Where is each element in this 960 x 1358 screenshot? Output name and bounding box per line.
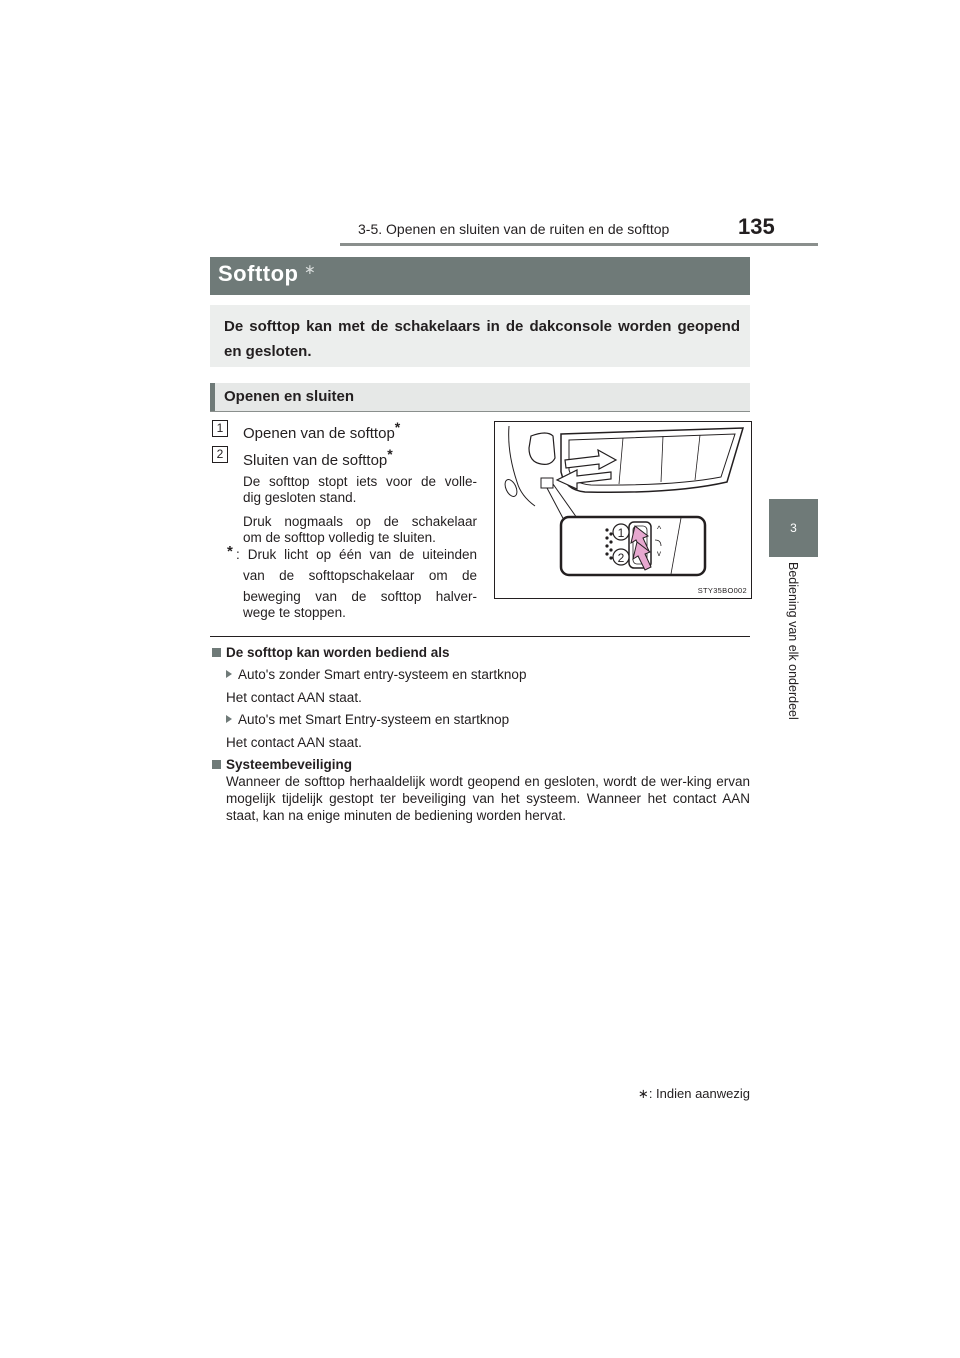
asterisk-note-line-1: : Druk licht op één van de uiteinden — [236, 547, 477, 562]
note-heading-protection — [212, 757, 352, 772]
step-number-1: 1 — [212, 420, 228, 437]
chapter-tab — [769, 499, 818, 557]
note-heading-operation — [212, 645, 450, 660]
note-item-2 — [226, 712, 509, 727]
title-bar — [210, 257, 750, 295]
step-2-mark: * — [387, 446, 393, 462]
section-accent — [210, 383, 215, 411]
note-protection-text: Wanneer de softtop herhaaldelijk wordt geopend en gesloten, wordt de wer-king ervan mogelijk tijdelijk gestopt ter beveiliging van het systeem. Wanneer het contact AAN staat, kan na enige minuten de bediening worden hervat. — [226, 774, 750, 823]
footnote-mark: ∗ — [637, 1086, 649, 1101]
illustration-drawing — [495, 422, 751, 598]
switch-down-glyph: v — [657, 549, 661, 558]
section-divider — [210, 636, 750, 637]
note-square-icon — [212, 760, 221, 769]
note-item-1-text: Auto's zonder Smart entry-systeem en startknop — [238, 667, 527, 682]
intro-text: De softtop kan met de schakelaars in de dakconsole worden geopend en gesloten. — [224, 318, 740, 360]
asterisk-note-line-4: wege te stoppen. — [243, 605, 346, 620]
note-item-1-detail: Het contact AAN staat. — [226, 690, 362, 705]
step-1-mark: * — [394, 419, 401, 435]
triangle-bullet-icon — [226, 670, 232, 678]
softtop-switch-illustration — [494, 421, 752, 599]
zoom-line-2 — [547, 488, 565, 522]
note-item-2-text: Auto's met Smart Entry-systeem en startknop — [238, 712, 510, 727]
note-heading-operation-text: De softtop kan worden bediend als — [226, 645, 450, 660]
note-item-1 — [226, 667, 526, 682]
footnote — [630, 1086, 750, 1102]
step-number-2: 2 — [212, 446, 228, 463]
header-section-title: 3-5. Openen en sluiten van de ruiten en de softtop — [358, 221, 670, 237]
intro-box — [210, 305, 750, 367]
callout-1-label: 1 — [617, 526, 625, 540]
callout-2-label: 2 — [617, 551, 625, 565]
page-number: 135 — [738, 214, 775, 239]
mirror-outline — [529, 433, 555, 464]
step-note-line-1: De softtop stopt iets voor de volle- — [243, 474, 477, 489]
section-heading-bar — [210, 383, 750, 412]
page-title: Softtop — [218, 261, 299, 286]
illustration-code: STY35BO002 — [697, 586, 747, 595]
panel-line-2 — [661, 436, 663, 482]
asterisk-note-line-2: van de softtopschakelaar om de — [243, 568, 477, 583]
step-note-line-3: Druk nogmaals op de schakelaar — [243, 514, 477, 529]
switch-location — [541, 478, 553, 488]
title-optional-mark: ∗ — [304, 261, 316, 277]
step-note-line-2: dig gesloten stand. — [243, 490, 357, 505]
switch-up-glyph: ^ — [657, 524, 662, 534]
note-item-2-detail: Het contact AAN staat. — [226, 735, 362, 750]
chapter-number: 3 — [790, 521, 797, 535]
close-arrow-icon — [557, 470, 611, 489]
panel-line-1 — [619, 438, 623, 484]
header-rule — [340, 243, 818, 246]
footnote-text: : Indien aanwezig — [648, 1086, 750, 1101]
chapter-label: Bediening van elk onderdeel — [786, 562, 800, 720]
asterisk-note-line-3: beweging van de softtop halver- — [243, 589, 477, 604]
step-2 — [243, 446, 393, 469]
panel-line-3 — [695, 435, 700, 480]
asterisk-mark: * — [227, 543, 233, 560]
note-heading-protection-text: Systeembeveiliging — [226, 757, 353, 772]
triangle-bullet-icon — [226, 715, 232, 723]
open-arrow-icon — [565, 450, 616, 469]
step-2-text: Sluiten van de softtop — [243, 452, 388, 469]
section-heading: Openen en sluiten — [224, 388, 355, 405]
note-square-icon — [212, 648, 221, 657]
step-note-line-4: om de softtop volledig te sluiten. — [243, 530, 436, 545]
step-1-text: Openen van de softtop — [243, 425, 395, 442]
step-1 — [243, 419, 400, 442]
